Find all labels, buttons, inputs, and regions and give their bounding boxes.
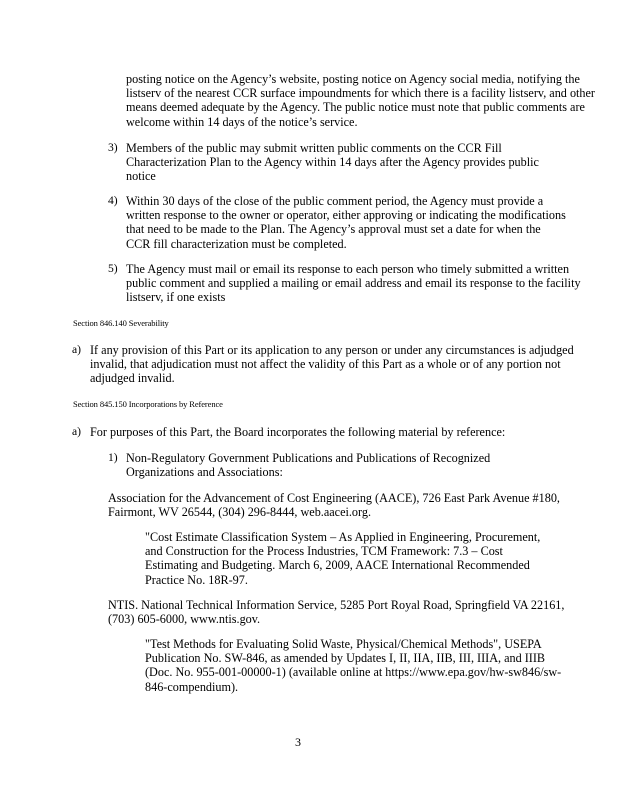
item-text: For purposes of this Part, the Board incorporates the following material by reference: <box>90 425 506 439</box>
item-text: Members of the public may submit written public comments on the CCR Fill Characterization Plan to the Agency within 14 days after the Agency provides public notice <box>126 141 539 184</box>
incorporations-item <box>72 425 587 441</box>
item-number: 3) <box>108 141 118 154</box>
list-item <box>108 194 570 254</box>
page-number: 3 <box>295 735 301 749</box>
item-text: The Agency must mail or email its response to each person who timely submitted a written public comment and supplied a mailing or email address and email its response to the facility listserv, if one exists <box>126 262 581 305</box>
incorporations-subitem <box>108 451 538 481</box>
aace-document: "Cost Estimate Classification System – As Applied in Engineering, Procurement, and Construction for the Process Industries, TCM Framework: 7.3 – Cost Estimating and Budgeting. March 6, 2009, AACE International Recommended Practice No. 18R-97. <box>145 530 541 587</box>
item-label: a) <box>72 425 82 438</box>
item-number: 1) <box>108 451 118 464</box>
aace-organization: Association for the Advancement of Cost Engineering (AACE), 726 East Park Avenue #180, Fairmont, WV 26544, (304) 296-8444, web.aacei.org. <box>108 491 560 520</box>
section-heading-incorporations: Section 845.150 Incorporations by Reference <box>73 399 223 409</box>
item-number: 5) <box>108 262 118 275</box>
section-heading-severability: Section 846.140 Severability <box>73 318 169 328</box>
item-text: Within 30 days of the close of the public comment period, the Agency must provide a written response to the owner or operator, either approving or indicating the modifications that need to be made to the Plan. The Agency’s approval must set a date for when the CCR fill characterization must be completed. <box>126 194 566 251</box>
ntis-organization: NTIS. National Technical Information Service, 5285 Port Royal Road, Springfield VA 22161, (703) 605-6000, www.ntis.gov. <box>108 598 565 627</box>
item-number: 4) <box>108 194 118 207</box>
continued-paragraph: posting notice on the Agency’s website, posting notice on Agency social media, notifying the listserv of the nearest CCR surface impoundments for which there is a facility listserv, and other means deemed adequate by the Agency. The public notice must note that public comments are welcome within 14 days of the notice’s service. <box>126 72 595 129</box>
ntis-document: "Test Methods for Evaluating Solid Waste, Physical/Chemical Methods", USEPA Publication No. SW-846, as amended by Updates I, II, IIA, IIB, III, IIIA, and IIIB (Doc. No. 955-001-00000-1) (available online at https://www.epa.gov/hw-sw846/sw-846-compendium). <box>145 637 562 694</box>
list-item <box>108 262 581 306</box>
item-text: If any provision of this Part or its application to any person or under any circumstances is adjudged invalid, that adjudication must not affect the validity of this Part as a whole or of any portion not adjudged invalid. <box>90 343 574 386</box>
item-text: Non-Regulatory Government Publications and Publications of Recognized Organizations and Associations: <box>126 451 491 480</box>
item-label: a) <box>72 343 82 356</box>
list-item <box>108 141 570 185</box>
severability-item <box>72 343 587 387</box>
